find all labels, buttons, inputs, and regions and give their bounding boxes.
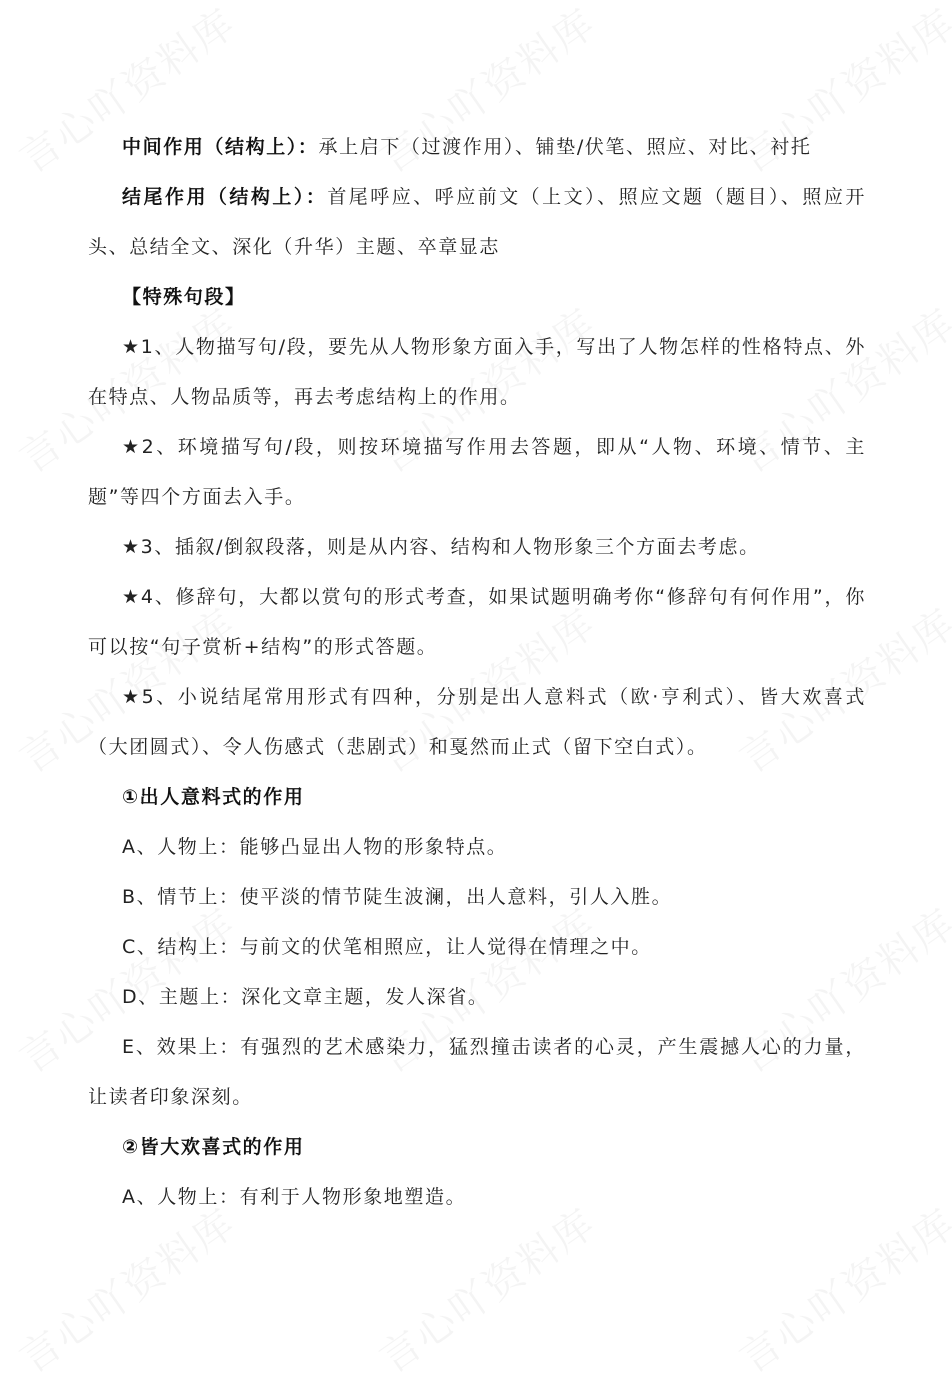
- paragraph-heading: ①出人意料式的作用: [122, 786, 305, 808]
- paragraph: [88, 172, 866, 272]
- paragraph: [88, 322, 866, 422]
- paragraph: [88, 272, 866, 322]
- paragraph-heading: 结尾作用（结构上）：: [122, 186, 328, 208]
- paragraph: [88, 1122, 866, 1172]
- paragraph-text: ★5、小说结尾常用形式有四种，分别是出人意料式（欧·亨利式）、皆大欢喜式（大团圆式）、令人伤感式（悲剧式）和戛然而止式（留下空白式）。: [88, 686, 866, 758]
- paragraph: [88, 522, 866, 572]
- paragraph-text: 承上启下（过渡作用）、铺垫/伏笔、照应、对比、衬托: [318, 136, 812, 158]
- paragraph-text: D、主题上：深化文章主题，发人深省。: [122, 986, 489, 1008]
- paragraph: [88, 772, 866, 822]
- paragraph-text: ★4、修辞句，大都以赏句的形式考查，如果试题明确考你“修辞句有何作用”，你可以按“句子赏析+结构”的形式答题。: [88, 586, 866, 658]
- paragraph-text: A、人物上：有利于人物形象地塑造。: [122, 1186, 467, 1208]
- paragraph: [88, 922, 866, 972]
- paragraph-text: B、情节上：使平淡的情节陡生波澜，出人意料，引人入胜。: [122, 886, 673, 908]
- paragraph: [88, 972, 866, 1022]
- paragraph: [88, 872, 866, 922]
- paragraph: [88, 1022, 866, 1122]
- paragraph-text: 首尾呼应、呼应前文（上文）、照应文题（题目）、照应开头、总结全文、深化（升华）主题、卒章显志: [88, 186, 866, 258]
- paragraph-text: A、人物上：能够凸显出人物的形象特点。: [122, 836, 508, 858]
- paragraph: [88, 822, 866, 872]
- paragraph-heading: 中间作用（结构上）：: [122, 136, 319, 158]
- paragraph-text: ★1、人物描写句/段，要先从人物形象方面入手，写出了人物怎样的性格特点、外在特点、人物品质等，再去考虑结构上的作用。: [88, 336, 866, 408]
- paragraph: [88, 572, 866, 672]
- paragraph-heading: ②皆大欢喜式的作用: [122, 1136, 305, 1158]
- paragraph-text: C、结构上：与前文的伏笔相照应，让人觉得在情理之中。: [122, 936, 652, 958]
- paragraph-text: ★3、插叙/倒叙段落，则是从内容、结构和人物形象三个方面去考虑。: [122, 536, 760, 558]
- paragraph: [88, 1172, 866, 1222]
- paragraph: [88, 422, 866, 522]
- paragraph-text: ★2、环境描写句/段，则按环境描写作用去答题，即从“人物、环境、情节、主题”等四个方面去入手。: [88, 436, 866, 508]
- paragraph: [88, 122, 866, 172]
- paragraph-heading: 【特殊句段】: [122, 286, 246, 308]
- paragraph: [88, 672, 866, 772]
- document-body: [88, 122, 866, 1222]
- paragraph-text: E、效果上：有强烈的艺术感染力，猛烈撞击读者的心灵，产生震撼人心的力量，让读者印象深刻。: [88, 1036, 866, 1108]
